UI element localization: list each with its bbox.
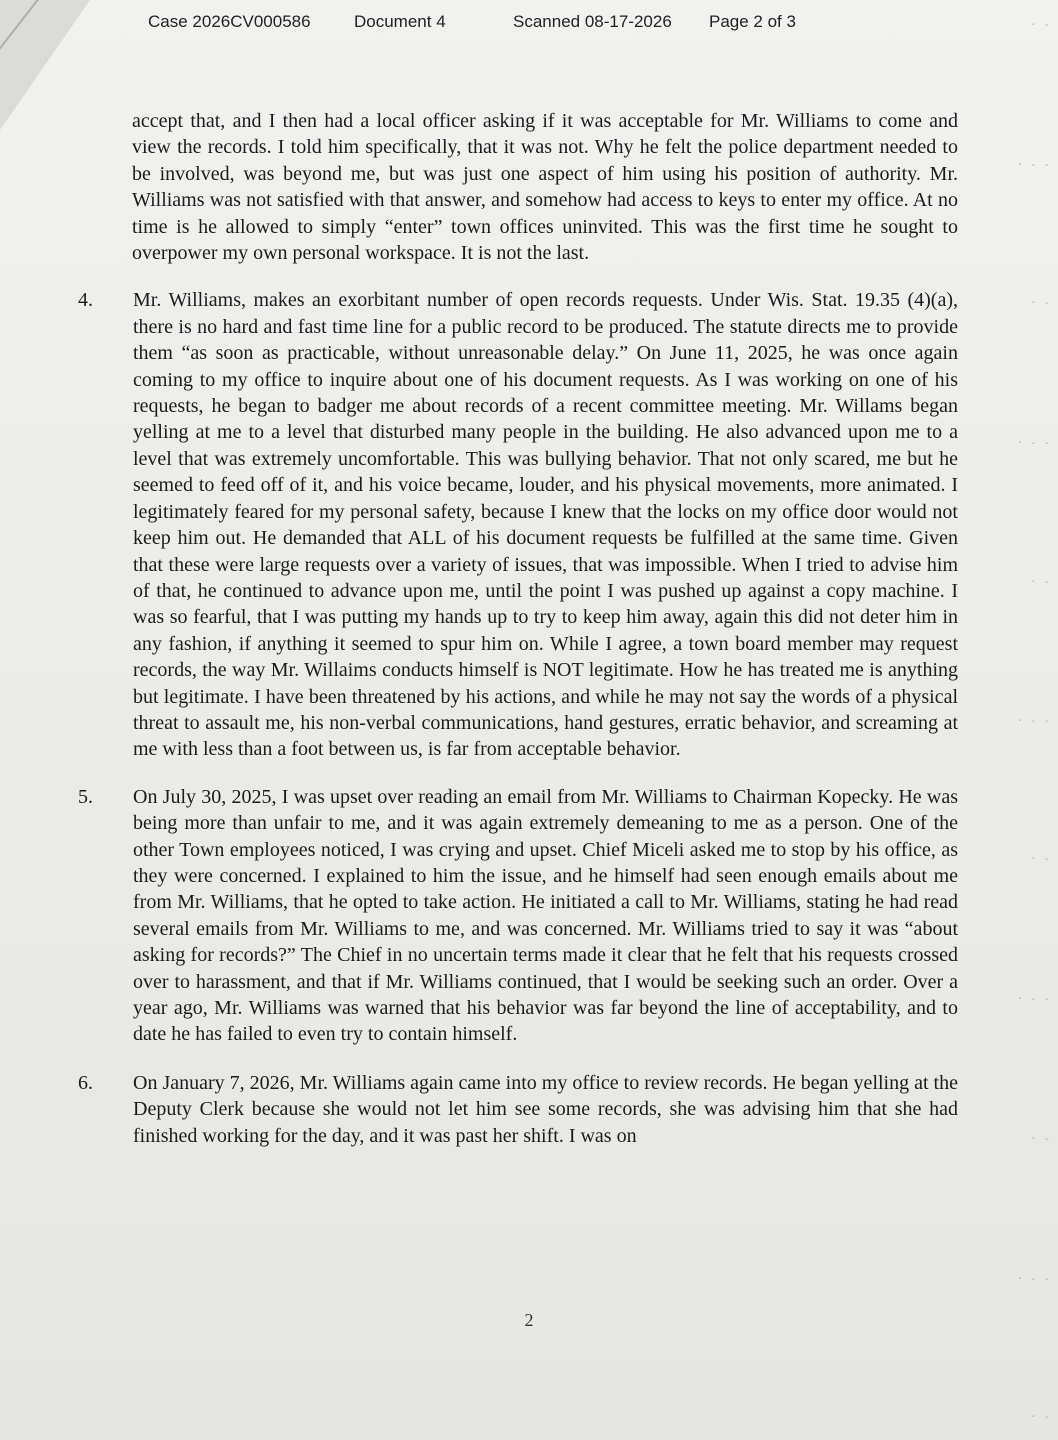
paragraph-number: 4.: [78, 289, 93, 312]
page-number: 2: [524, 1310, 534, 1330]
paragraph-number: 5.: [78, 785, 93, 808]
paragraph-text: On January 7, 2026, Mr. Williams again came into my office to review records. He began yelling at the Deputy Clerk because she would not let him see some records, she was advising him that she had finished working for the day, and it was past her shift. I was on: [133, 1071, 958, 1147]
document-number: Document 4: [354, 12, 446, 31]
paragraph-4: [78, 287, 958, 762]
document-body: [78, 108, 958, 1149]
page-count: Page 2 of 3: [709, 12, 796, 31]
scan-date: Scanned 08-17-2026: [513, 12, 672, 31]
paragraph-6: [78, 1070, 958, 1149]
case-number: Case 2026CV000586: [148, 12, 311, 31]
paragraph-continued: [78, 108, 958, 266]
scanner-margin-marks: · ‐ · ‐ ‐ · ‐ · ‐ ‐ · ‐ · ‐ ‐ · ‐ · ‐ ‐ · ‐ · ‐ ‐ · ‐: [1016, 18, 1050, 1423]
paragraph-number: 6.: [78, 1071, 93, 1094]
paragraph-5: [78, 784, 958, 1048]
paragraph-text: Mr. Williams, makes an exorbitant number of open records requests. Under Wis. Stat. 19.35 (4)(a), there is no hard and fast time line for a public record to be produced. The statute directs me to provide them “as soon as practicable, without unreasonable delay.” On June 11, 2025, he was once again coming to my office to inquire about one of his document requests. As I was working on one of his requests, he began to badger me about records of a recent committee meeting. Mr. Willams began yelling at me to a level that disturbed many people in the building. He also advanced upon me to a level that was extremely uncomfortable. This was bullying behavior. That not only scared, me but he seemed to feed off of it, and his voice became, louder, and his physical movements, more animated. I legitimately feared for my personal safety, because I knew that the locks on my office door would not keep him out. He demanded that ALL of his document requests be fulfilled at the same time. Given that these were large requests over a variety of issues, that was impossible. When I tried to advise him of that, he continued to advance upon me, until the point I was pushed up against a copy machine. I was so fearful, that I was putting my hands up to try to keep him away, again this did not deter him in any fashion, if anything it seemed to spur him on. While I agree, a town board member may request records, the way Mr. Willaims conducts himself is NOT legitimate. How he has treated me is anything but legitimate. I have been threatened by his actions, and while he may not say the words of a physical threat to assault me, his non-verbal communications, hand gestures, erratic behavior, and screaming at me with less than a foot between us, is far from acceptable behavior.: [133, 289, 958, 761]
paragraph-text: accept that, and I then had a local officer asking if it was acceptable for Mr. Williams to come and view the records. I told him specifically, that it was not. Why he felt the police department needed to be involved, was beyond me, but was just one aspect of him using his position of authority. Mr. Williams was not satisfied with that answer, and somehow had access to keys to enter my office. At no time is he allowed to simply “enter” town offices uninvited. This was the first time he sought to overpower my own personal workspace. It is not the last.: [132, 110, 958, 265]
paragraph-text: On July 30, 2025, I was upset over reading an email from Mr. Williams to Chairman Kopecky. He was being more than unfair to me, and it was again extremely demeaning to me as a person. One of the other Town employees noticed, I was crying and upset. Chief Miceli asked me to stop by his office, as they were concerned. I explained to him the issue, and he himself had seen enough emails about me from Mr. Williams, that he opted to take action. He initiated a call to Mr. Williams, stating he had read several emails from Mr. Williams to me, and was concerned. Mr. Williams tried to say it was “about asking for records?” The Chief in no uncertain terms made it clear that he felt that his requests crossed over to harassment, and that if Mr. Williams continued, that I would be seeking such an order. Over a year ago, Mr. Williams was warned that his behavior was far beyond the line of acceptability, and to date he has failed to even try to contain himself.: [133, 785, 958, 1046]
folded-corner: [0, 0, 90, 130]
